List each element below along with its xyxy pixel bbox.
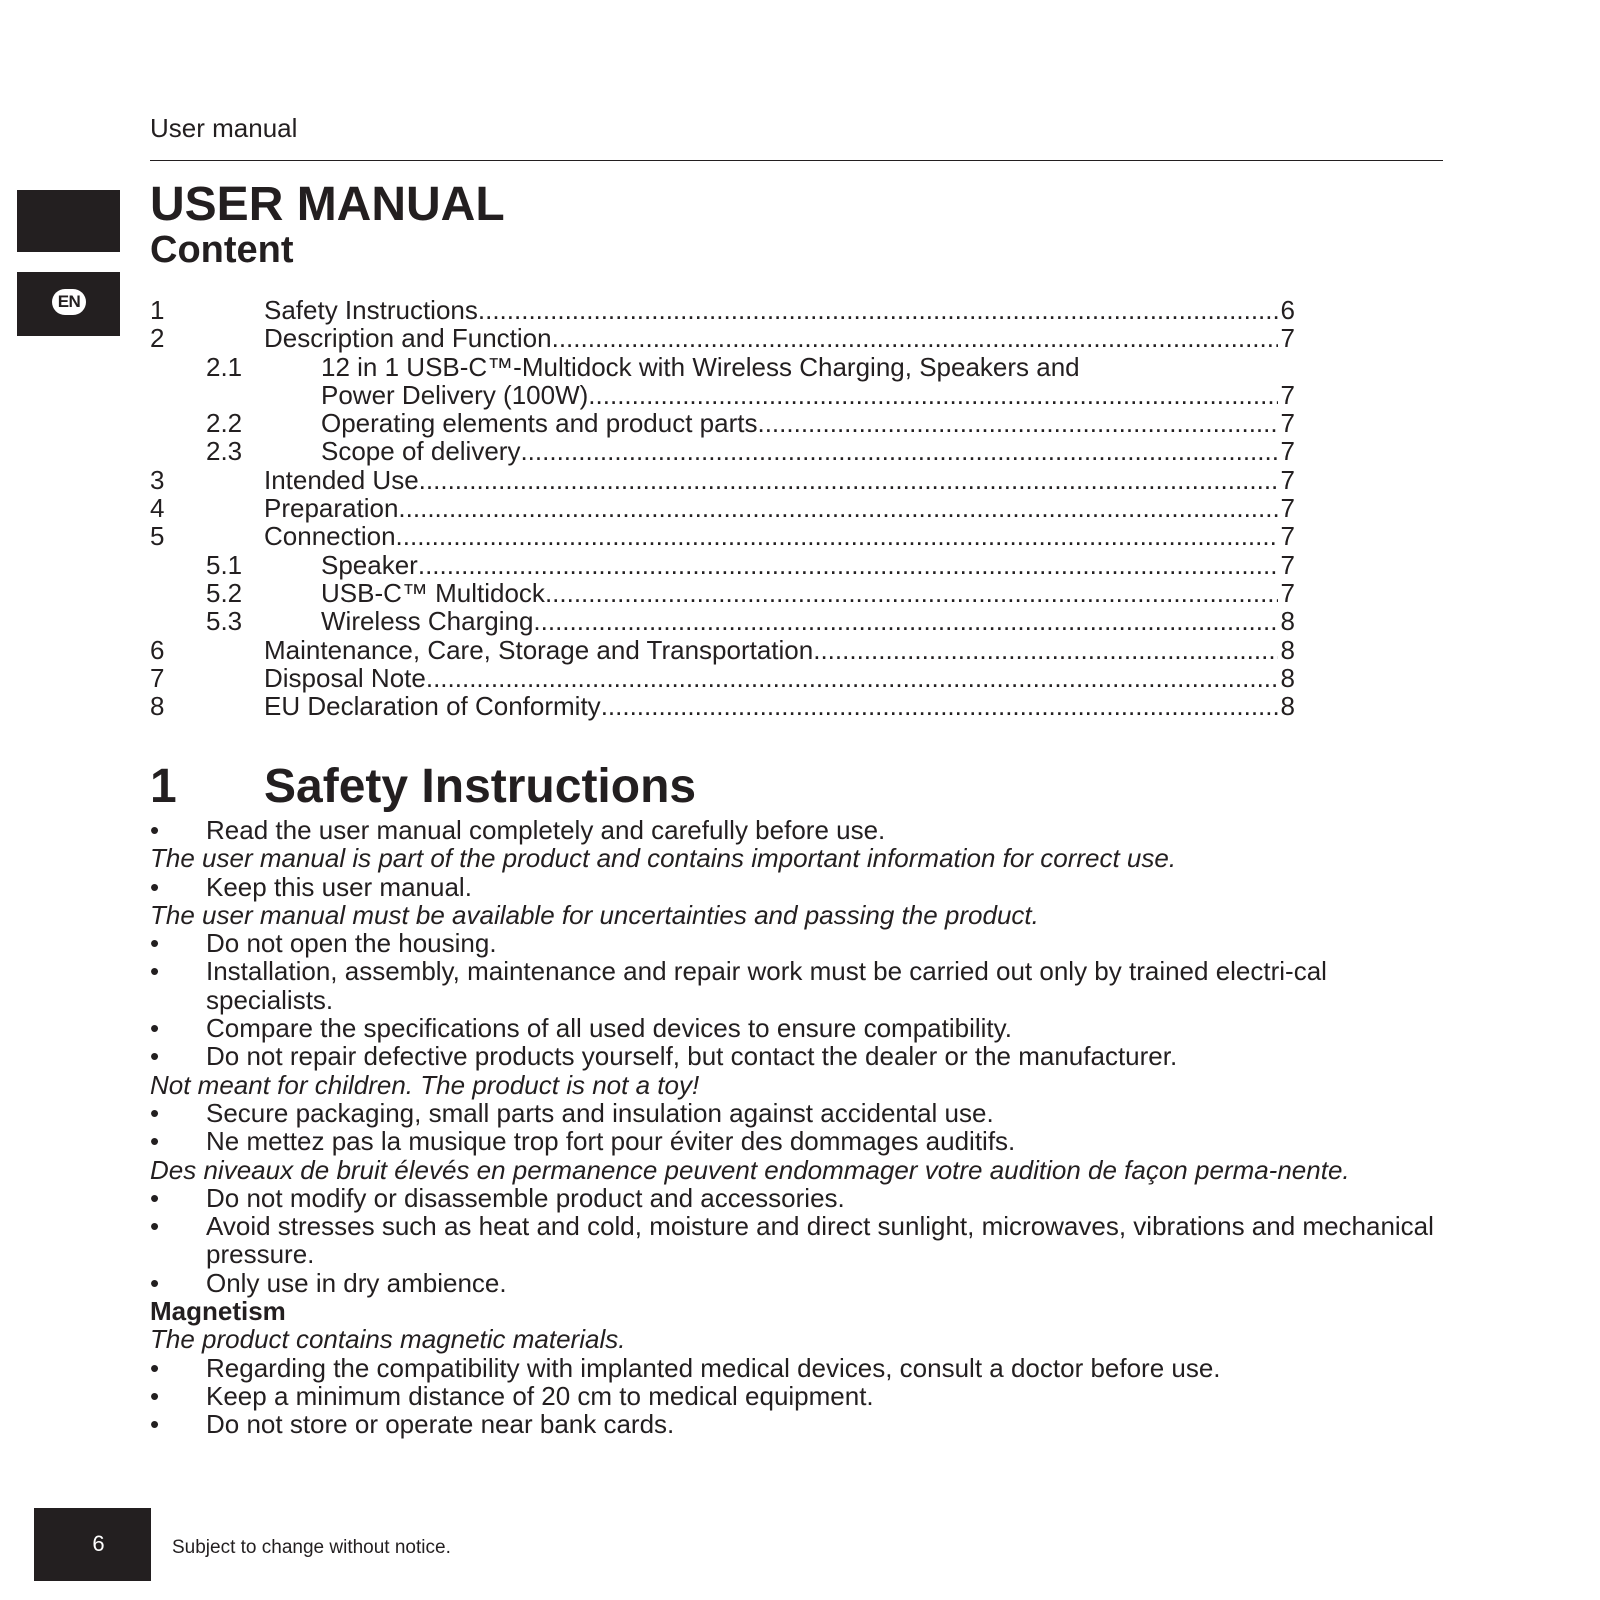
toc-number: 8 (150, 691, 165, 722)
toc-dot-leader (533, 607, 1277, 635)
toc-entry (150, 636, 1295, 664)
toc-entry-continuation (150, 381, 1295, 409)
toc-line (264, 522, 1295, 550)
toc-entry (150, 437, 1295, 465)
toc-line (264, 664, 1295, 692)
table-of-contents (150, 296, 1295, 720)
toc-dot-leader (426, 664, 1278, 692)
bullet-dot: • (150, 1013, 160, 1044)
toc-dot-leader (520, 437, 1277, 465)
toc-line (264, 494, 1295, 522)
toc-entry (150, 466, 1295, 494)
toc-entry (150, 579, 1295, 607)
toc-page-number: 8 (1280, 691, 1295, 722)
footer-note: Subject to change without notice. (172, 1537, 451, 1558)
toc-line (321, 579, 1295, 607)
toc-title: Scope of delivery (321, 436, 521, 467)
bullet-item (150, 1212, 1450, 1269)
note-text: Des niveaux de bruit élevés en permanence peuvent endommager votre audition de façon perma-nente. (150, 1154, 1350, 1185)
toc-title: Wireless Charging (321, 606, 534, 637)
toc-title: Description and Function (264, 323, 552, 354)
bullet-dot: • (150, 1211, 160, 1242)
bullet-item (150, 1184, 1450, 1212)
toc-number: 1 (150, 295, 165, 325)
toc-title: Connection (264, 521, 396, 552)
toc-page-number: 8 (1280, 606, 1295, 637)
toc-dot-leader (545, 579, 1278, 607)
toc-title: Speaker (321, 549, 418, 580)
bullet-text: Keep this user manual. (206, 871, 472, 902)
bullet-dot: • (150, 1352, 160, 1383)
bullet-item (150, 1127, 1450, 1155)
toc-title: Preparation (264, 493, 399, 524)
toc-title: Maintenance, Care, Storage and Transportation (264, 634, 814, 665)
page-number: 6 (92, 1531, 105, 1556)
bullet-item (150, 1382, 1450, 1410)
toc-entry (150, 522, 1295, 550)
toc-line (321, 607, 1295, 635)
toc-page-number: 7 (1280, 577, 1295, 608)
toc-number: 2.2 (206, 408, 243, 439)
toc-number: 5.1 (206, 549, 243, 580)
toc-number: 3 (150, 464, 165, 495)
toc-page-number: 7 (1280, 464, 1295, 495)
bullet-dot: • (150, 1380, 160, 1411)
bullet-dot: • (150, 1409, 160, 1440)
bullet-dot: • (150, 1041, 160, 1072)
bullet-item (150, 1042, 1450, 1070)
toc-entry (150, 692, 1295, 720)
running-header: User manual (150, 113, 298, 143)
toc-page-number: 7 (1280, 521, 1295, 552)
bullet-dot: • (150, 1097, 160, 1128)
bullet-item (150, 816, 1450, 844)
bullet-dot: • (150, 815, 160, 845)
bullet-dot: • (150, 928, 160, 959)
toc-line (264, 692, 1295, 720)
language-badge: EN (52, 289, 86, 315)
toc-line (321, 409, 1295, 437)
bullet-item (150, 1099, 1450, 1127)
toc-entry (150, 353, 1295, 381)
toc-dot-leader (588, 381, 1277, 409)
toc-line (264, 296, 1295, 324)
toc-entry (150, 607, 1295, 635)
bullet-dot: • (150, 956, 160, 987)
toc-dot-leader (419, 466, 1278, 494)
toc-title: Operating elements and product parts (321, 408, 758, 439)
bullet-text: Only use in dry ambience. (206, 1267, 507, 1298)
toc-line (321, 381, 1295, 409)
page-title: USER MANUAL (150, 178, 505, 231)
toc-entry (150, 324, 1295, 352)
toc-dot-leader (757, 409, 1277, 437)
toc-line (321, 551, 1295, 579)
subheading: Magnetism (150, 1296, 286, 1327)
toc-page-number: 7 (1280, 379, 1295, 410)
toc-number: 5.3 (206, 606, 243, 637)
toc-number: 5 (150, 521, 165, 552)
header-rule (150, 160, 1443, 161)
toc-page-number: 7 (1280, 493, 1295, 524)
toc-entry (150, 664, 1295, 692)
bullet-text: Do not open the housing. (206, 928, 497, 959)
toc-page-number: 7 (1280, 549, 1295, 580)
bullet-text: Secure packaging, small parts and insulation against accidental use. (206, 1097, 994, 1128)
bullet-item (150, 873, 1450, 901)
bullet-item (150, 1269, 1450, 1297)
bullet-text: Read the user manual completely and carefully before use. (206, 815, 886, 845)
toc-entry (150, 551, 1295, 579)
bullet-text: Avoid stresses such as heat and cold, moisture and direct sunlight, microwaves, vibrations and mechanical pressure. (206, 1211, 1434, 1270)
toc-title: EU Declaration of Conformity (264, 691, 601, 722)
toc-line (321, 437, 1295, 465)
note-text: The user manual is part of the product and contains important information for correct use. (150, 843, 1177, 874)
toc-page-number: 7 (1280, 323, 1295, 354)
toc-line (264, 324, 1295, 352)
bullet-text: Do not repair defective products yourself, but contact the dealer or the manufacturer. (206, 1041, 1178, 1072)
bullet-text: Compare the specifications of all used devices to ensure compatibility. (206, 1013, 1012, 1044)
bullet-dot: • (150, 871, 160, 902)
toc-page-number: 8 (1280, 634, 1295, 665)
toc-number: 6 (150, 634, 165, 665)
toc-title: Disposal Note (264, 662, 426, 693)
toc-number: 4 (150, 493, 165, 524)
toc-line (321, 353, 1295, 381)
section-title: Safety Instructions (264, 760, 697, 813)
language-tab (17, 272, 120, 336)
toc-dot-leader (552, 324, 1278, 352)
footer-page-box (34, 1508, 151, 1581)
bullet-text: Installation, assembly, maintenance and repair work must be carried out only by trained electri-cal specialists. (206, 956, 1327, 1015)
safety-instructions-body (150, 816, 1450, 1439)
toc-title: Safety Instructions (264, 295, 478, 325)
section-number: 1 (150, 760, 177, 813)
note-text: Not meant for children. The product is not a toy! (150, 1069, 700, 1100)
toc-page-number: 7 (1280, 436, 1295, 467)
toc-entry (150, 409, 1295, 437)
side-tab-block (17, 190, 120, 252)
toc-dot-leader (813, 636, 1277, 664)
bullet-text: Regarding the compatibility with implanted medical devices, consult a doctor before use. (206, 1352, 1221, 1383)
toc-title: 12 in 1 USB-C™-Multidock with Wireless Charging, Speakers and (321, 351, 1080, 382)
toc-entry (150, 296, 1295, 324)
toc-number: 2 (150, 323, 165, 354)
content-subtitle: Content (150, 229, 294, 271)
bullet-text: Do not store or operate near bank cards. (206, 1409, 675, 1440)
bullet-text: Do not modify or disassemble product and accessories. (206, 1182, 845, 1213)
toc-number: 5.2 (206, 577, 243, 608)
toc-line (264, 636, 1295, 664)
toc-line (264, 466, 1295, 494)
note-text: The product contains magnetic materials. (150, 1324, 626, 1355)
toc-page-number: 6 (1280, 295, 1295, 325)
toc-dot-leader (398, 494, 1277, 522)
bullet-dot: • (150, 1182, 160, 1213)
toc-dot-leader (478, 296, 1278, 324)
bullet-item (150, 1014, 1450, 1042)
bullet-item (150, 929, 1450, 957)
toc-number: 2.1 (206, 351, 243, 382)
bullet-dot: • (150, 1126, 160, 1157)
bullet-item (150, 1410, 1450, 1438)
bullet-dot: • (150, 1267, 160, 1298)
toc-page-number: 8 (1280, 662, 1295, 693)
toc-number: 2.3 (206, 436, 243, 467)
note-text: The user manual must be available for uncertainties and passing the product. (150, 899, 1039, 930)
toc-page-number: 7 (1280, 408, 1295, 439)
toc-number: 7 (150, 662, 165, 693)
toc-title: USB-C™ Multidock (321, 577, 545, 608)
toc-title-continuation: Power Delivery (100W) (321, 379, 589, 410)
toc-dot-leader (601, 692, 1278, 720)
bullet-item (150, 957, 1450, 1014)
bullet-text: Keep a minimum distance of 20 cm to medical equipment. (206, 1380, 874, 1411)
toc-dot-leader (396, 522, 1278, 550)
bullet-item (150, 1354, 1450, 1382)
toc-dot-leader (418, 551, 1278, 579)
toc-title: Intended Use (264, 464, 419, 495)
bullet-text: Ne mettez pas la musique trop fort pour éviter des dommages auditifs. (206, 1126, 1016, 1157)
toc-entry (150, 494, 1295, 522)
